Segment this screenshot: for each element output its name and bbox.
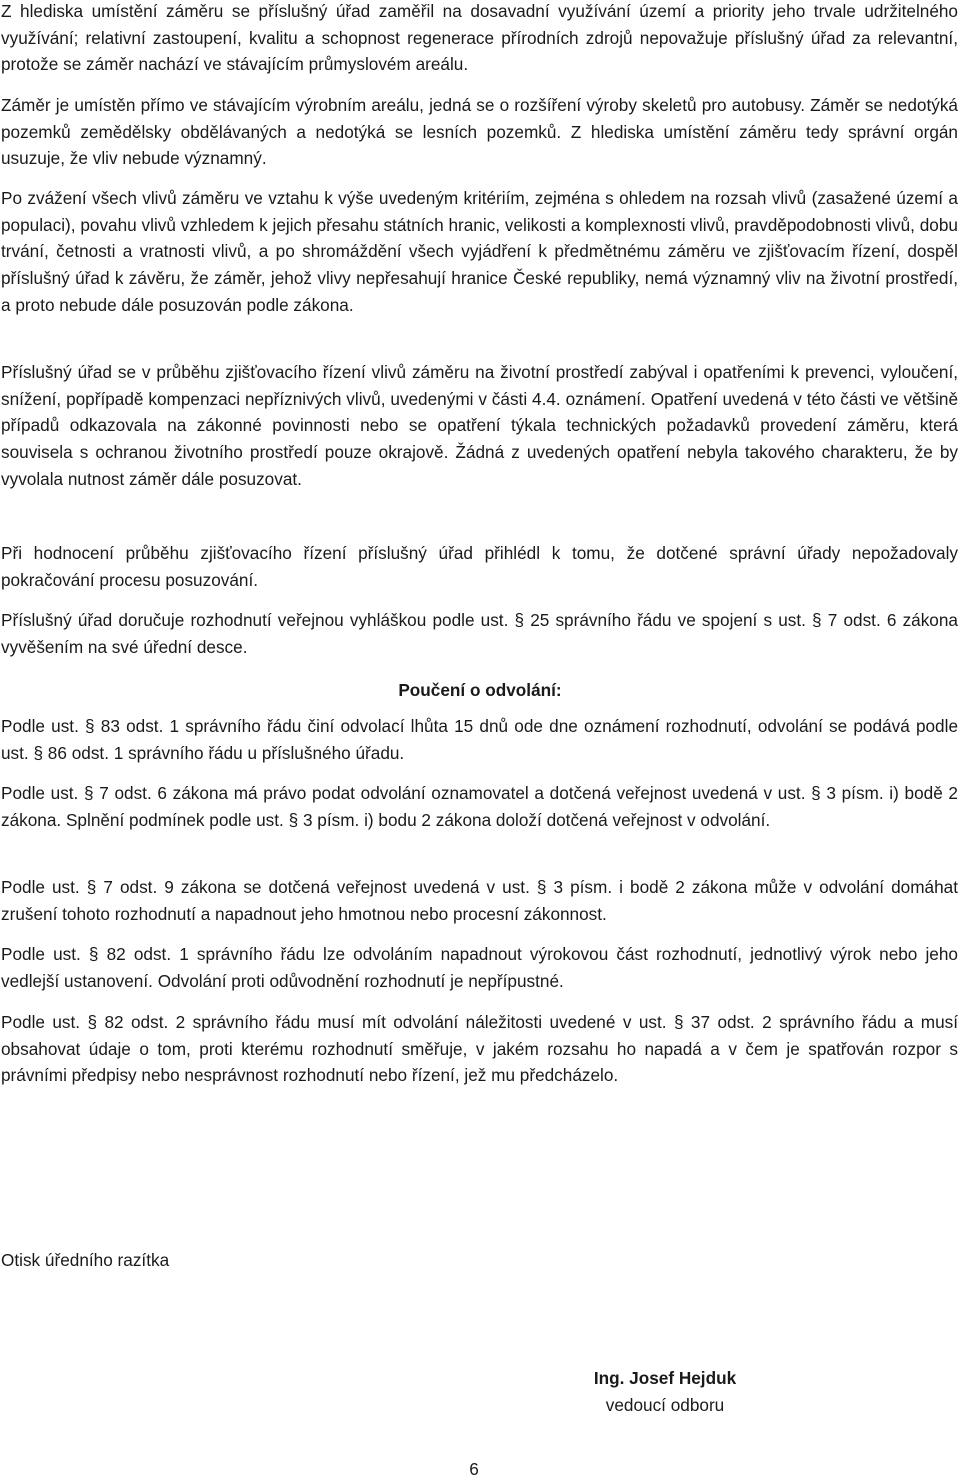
signatory-name: Ing. Josef Hejduk [593,1368,737,1388]
appeal-paragraph-public: Podle ust. § 7 odst. 9 zákona se dotčená veřejnost uvedená v ust. § 3 písm. i bodě 2 zákona může v odvolání domáhat zrušení tohoto rozhodnutí a napadnout jeho hmotnou nebo procesní zákonnost. [1,877,958,924]
appeal-paragraph-requirements: Podle ust. § 82 odst. 2 správního řádu musí mít odvolání náležitosti uvedené v ust. § 37 odst. 2 správního řádu a musí obsahovat údaje o tom, proti kterému rozhodnutí směřuje, v jakém rozsahu ho napadá a v čem je spatřován rozpor s právními předpisy nebo nesprávnost rozhodnutí nebo řízení, jež mu předcházelo. [1,1012,958,1086]
paragraph-location-assessment: Z hlediska umístění záměru se příslušný úřad zaměřil na dosavadní využívání území a priority jeho trvale udržitelného využívání; relativní zastoupení, kvalitu a schopnost regenerace přírodních zdrojů nepovažuje příslušný úřad za relevantní, protože se záměr nachází ve stávajícím průmyslovém areálu. [1,1,958,75]
page-number: 6 [469,1459,479,1479]
signatory-role: vedoucí odboru [605,1395,725,1415]
appeal-heading: Poučení o odvolání: [398,680,562,700]
appeal-paragraph-deadline: Podle ust. § 83 odst. 1 správního řádu činí odvolací lhůta 15 dnů ode dne oznámení rozhodnutí, odvolání se podává podle ust. § 86 odst. 1 správního řádu u příslušného úřadu. [1,716,958,763]
paragraph-delivery: Příslušný úřad doručuje rozhodnutí veřejnou vyhláškou podle ust. § 25 správního řádu ve spojení s ust. § 7 odst. 6 zákona vyvěšením na své úřední desce. [1,610,958,657]
stamp-label: Otisk úředního razítka [1,1250,170,1270]
paragraph-authorities: Při hodnocení průběhu zjišťovacího řízení příslušný úřad přihlédl k tomu, že dotčené správní úřady nepožadovaly pokračování procesu posuzování. [1,543,958,590]
appeal-paragraph-scope: Podle ust. § 82 odst. 1 správního řádu lze odvoláním napadnout výrokovou část rozhodnutí, jednotlivý výrok nebo jeho vedlejší ustanovení. Odvolání proti odůvodnění rozhodnutí je nepřípustné. [1,944,958,991]
paragraph-project-location: Záměr je umístěn přímo ve stávajícím výrobním areálu, jedná se o rozšíření výroby skeletů pro autobusy. Záměr se nedotýká pozemků zemědělsky obdělávaných a nedotýká se lesních pozemků. Z hlediska umístění záměru tedy správní orgán usuzuje, že vliv nebude významný. [1,95,958,169]
paragraph-mitigation-measures: Příslušný úřad se v průběhu zjišťovacího řízení vlivů záměru na životní prostředí zabýval i opatřeními k prevenci, vyloučení, snížení, popřípadě kompenzaci nepříznivých vlivů, uvedenými v části 4.4. oznámení. Opatření uvedená v této části ve většině případů odkazovala na zákonné povinnosti nebo se opatření týkala technických požadavků provedení záměru, která souvisela s ochranou životního prostředí pouze okrajově. Žádná z uvedených opatření nebyla takového charakteru, že by vyvolala nutnost záměr dále posuzovat. [1,362,958,489]
paragraph-conclusion: Po zvážení všech vlivů záměru ve vztahu k výše uvedeným kritériím, zejména s ohledem na rozsah vlivů (zasažené území a populaci), povahu vlivů vzhledem k jejich přesahu státních hranic, velikosti a komplexnosti vlivů, pravděpodobnosti vlivů, dobu trvání, četnosti a vratnosti vlivů, a po shromáždění všech vyjádření k předmětnému záměru ve zjišťovacím řízení, dospěl příslušný úřad k závěru, že záměr, jehož vlivy nepřesahují hranice České republiky, nemá významný vliv na životní prostředí, a proto nebude dále posuzován podle zákona. [1,188,958,315]
appeal-paragraph-right-to-appeal: Podle ust. § 7 odst. 6 zákona má právo podat odvolání oznamovatel a dotčená veřejnost uvedená v ust. § 3 písm. i) bodě 2 zákona. Splnění podmínek podle ust. § 3 písm. i) bodu 2 zákona doloží dotčená veřejnost v odvolání. [1,783,958,830]
